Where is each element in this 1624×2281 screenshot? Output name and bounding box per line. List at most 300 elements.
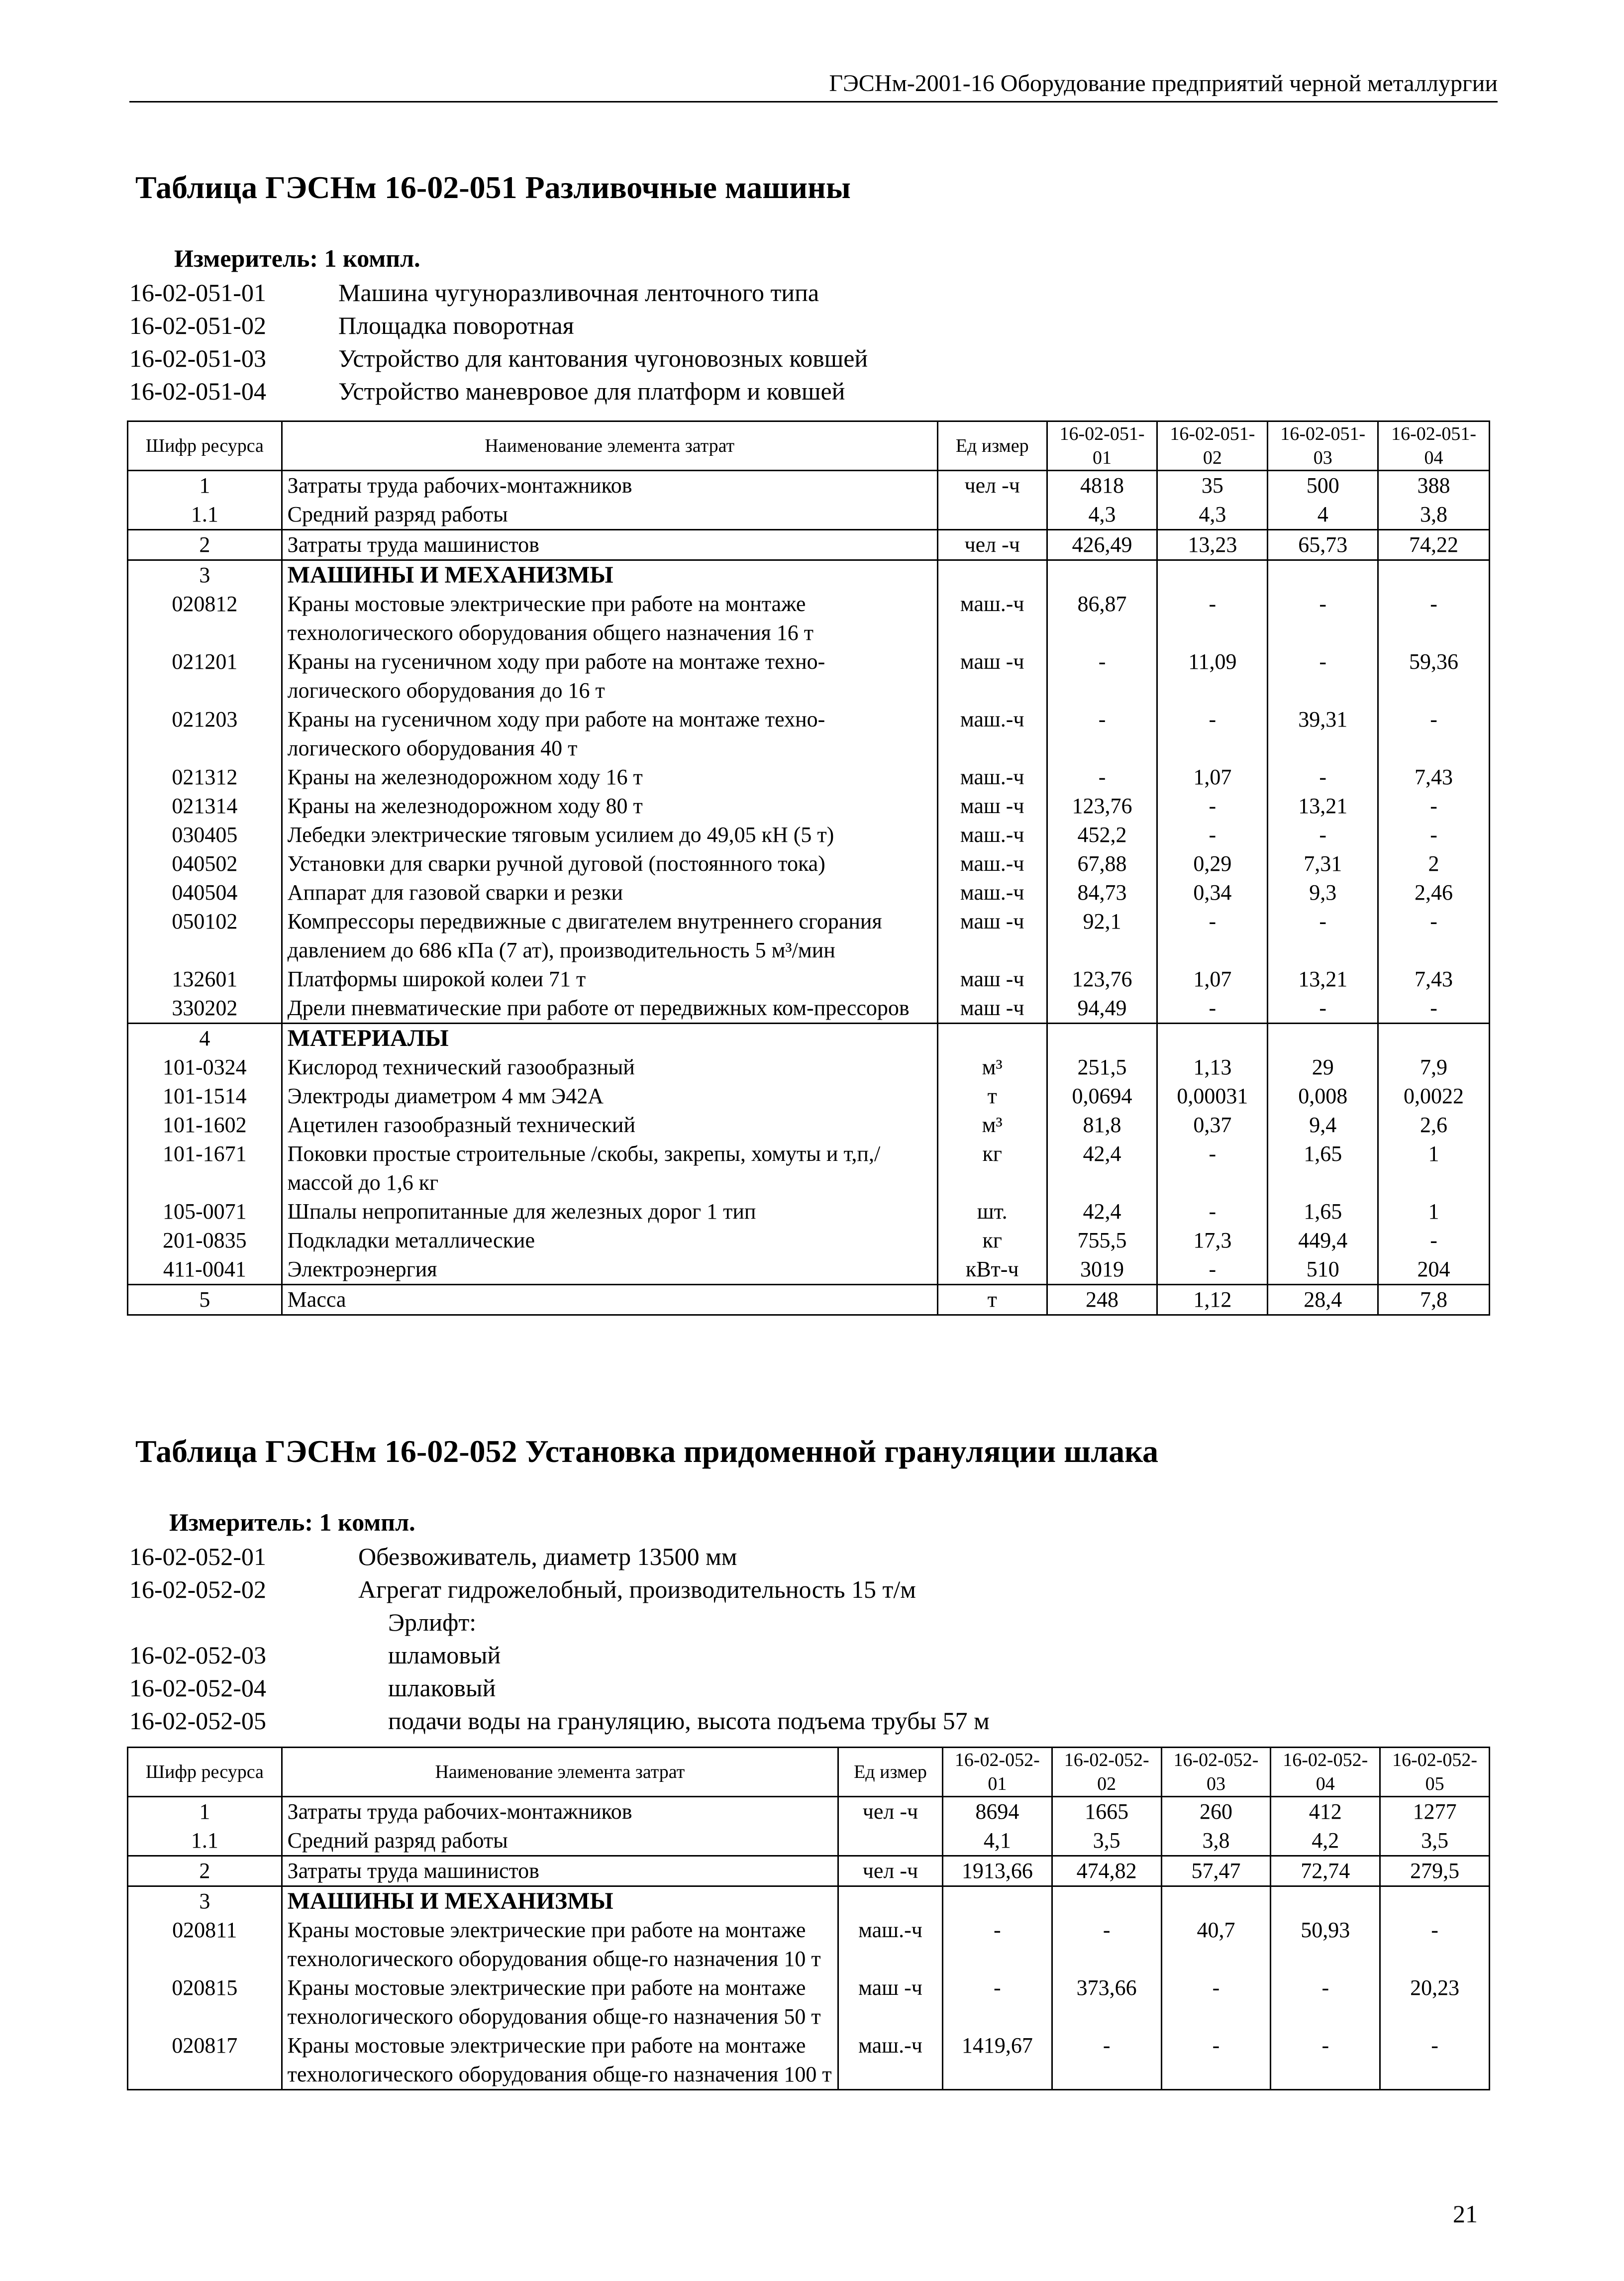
norm-value: 20,23 (1380, 1973, 1490, 2031)
meter-value: 1 компл. (319, 1508, 415, 1536)
norm-value: 50,93 (1271, 1916, 1380, 1973)
resource-code: 1.1 (128, 1826, 282, 1856)
unit: маш.-ч (937, 878, 1047, 907)
norm-value: 251,5 (1047, 1053, 1157, 1082)
table-row (128, 1973, 1490, 2031)
resource-code: 132601 (128, 965, 282, 994)
resource-code: 1 (128, 471, 282, 501)
unit: маш.-ч (937, 705, 1047, 763)
code-description: подачи воды на грануляцию, высота подъема трубы 57 м (388, 1707, 990, 1735)
resource-name: Шпалы непропитанные для железных дорог 1 тип (282, 1197, 937, 1226)
code: 16-02-051-01 (129, 279, 266, 307)
table-1-meter (174, 244, 420, 273)
norm-value: - (1268, 590, 1378, 647)
norm-value: 1665 (1052, 1797, 1161, 1827)
resource-name: Краны на железнодорожном ходу 80 т (282, 792, 937, 821)
norm-value: - (1157, 705, 1268, 763)
norm-value (1047, 560, 1157, 590)
column-header-unit: Ед измер (937, 421, 1047, 471)
column-header-code: Шифр ресурса (128, 421, 282, 471)
norm-value: - (1268, 647, 1378, 705)
resource-code: 2 (128, 1856, 282, 1886)
unit: маш -ч (937, 965, 1047, 994)
norm-value: 1419,67 (942, 2031, 1052, 2090)
norm-value: 7,31 (1268, 849, 1378, 878)
norm-value: 40,7 (1161, 1916, 1271, 1973)
resource-name: Кислород технический газообразный (282, 1053, 937, 1082)
norm-value: 2,6 (1378, 1111, 1490, 1140)
unit: шт. (937, 1197, 1047, 1226)
table-row (128, 1053, 1490, 1082)
table-2-title: Таблица ГЭСНм 16-02-052 Установка придоменной грануляции шлака (135, 1434, 1158, 1469)
norm-value: - (1268, 763, 1378, 792)
code: 16-02-052-05 (129, 1707, 266, 1735)
unit (937, 1024, 1047, 1053)
code-row (129, 342, 868, 375)
resource-code: 101-0324 (128, 1053, 282, 1082)
resource-code: 3 (128, 560, 282, 590)
norm-value: 42,4 (1047, 1197, 1157, 1226)
resource-name: Масса (282, 1285, 937, 1315)
norm-value (1271, 1886, 1380, 1916)
column-header-norm: 16-02-051-01 (1047, 421, 1157, 471)
column-header-norm: 16-02-052-02 (1052, 1748, 1161, 1797)
norm-value (942, 1886, 1052, 1916)
norm-value: 1,07 (1157, 965, 1268, 994)
norm-value: 1 (1378, 1197, 1490, 1226)
table-row (128, 792, 1490, 821)
resource-name: Лебедки электрические тяговым усилием до 49,05 кН (5 т) (282, 821, 937, 849)
norm-value: 9,4 (1268, 1111, 1378, 1140)
code: 16-02-051-02 (129, 311, 266, 339)
resource-code: 021312 (128, 763, 282, 792)
norm-value: 1,13 (1157, 1053, 1268, 1082)
norm-value: - (1157, 1140, 1268, 1197)
column-header-norm: 16-02-052-04 (1271, 1748, 1380, 1797)
norm-value: 279,5 (1380, 1856, 1490, 1886)
norm-value (1157, 1024, 1268, 1053)
table-1-codes (129, 276, 868, 408)
resource-code: 201-0835 (128, 1226, 282, 1255)
norm-value: 1,12 (1157, 1285, 1268, 1315)
norm-value: 92,1 (1047, 907, 1157, 965)
resource-name: Установки для сварки ручной дуговой (постоянного тока) (282, 849, 937, 878)
norm-value: 1 (1378, 1140, 1490, 1197)
resource-code: 021314 (128, 792, 282, 821)
column-header-code: Шифр ресурса (128, 1748, 282, 1797)
unit: кг (937, 1140, 1047, 1197)
table-1-title: Таблица ГЭСНм 16-02-051 Разливочные машины (135, 170, 851, 205)
norm-value (1268, 560, 1378, 590)
norm-value: 755,5 (1047, 1226, 1157, 1255)
resource-name: Ацетилен газообразный технический (282, 1111, 937, 1140)
table-row (128, 500, 1490, 530)
table-row (128, 1255, 1490, 1285)
norm-value: 3,8 (1161, 1826, 1271, 1856)
norm-value: 1,07 (1157, 763, 1268, 792)
norm-value: 510 (1268, 1255, 1378, 1285)
norm-value: 4818 (1047, 471, 1157, 501)
unit: кг (937, 1226, 1047, 1255)
section-title: МАШИНЫ И МЕХАНИЗМЫ (282, 1886, 838, 1916)
norm-value: - (1268, 821, 1378, 849)
norm-value: 412 (1271, 1797, 1380, 1827)
norm-value: 4 (1268, 500, 1378, 530)
resource-name: Краны на железнодорожном ходу 16 т (282, 763, 937, 792)
norm-value: 7,9 (1378, 1053, 1490, 1082)
code-row (129, 375, 868, 408)
norm-value: - (1268, 907, 1378, 965)
code: 16-02-051-04 (129, 377, 266, 405)
norm-value: - (1271, 1973, 1380, 2031)
norm-value: 1913,66 (942, 1856, 1052, 1886)
unit: маш -ч (937, 647, 1047, 705)
norm-value: 452,2 (1047, 821, 1157, 849)
norm-value: 39,31 (1268, 705, 1378, 763)
norm-value: - (1378, 821, 1490, 849)
norm-value: 72,74 (1271, 1856, 1380, 1886)
section-title: МАТЕРИАЛЫ (282, 1024, 937, 1053)
code-description: Площадка поворотная (338, 311, 574, 339)
norm-value: - (1268, 994, 1378, 1024)
table-row (128, 471, 1490, 501)
norm-value: - (1378, 792, 1490, 821)
norm-value: 94,49 (1047, 994, 1157, 1024)
resource-code: 020817 (128, 2031, 282, 2090)
table-row (128, 1226, 1490, 1255)
norm-value: - (1052, 2031, 1161, 2090)
resource-code: 330202 (128, 994, 282, 1024)
norm-value: 7,43 (1378, 965, 1490, 994)
table-row (128, 1886, 1490, 1916)
code-description: Устройство для кантования чугоновозных ковшей (338, 344, 868, 372)
unit (838, 1826, 943, 1856)
resource-name: Краны мостовые электрические при работе на монтаже технологического оборудования обще-го назначения 100 т (282, 2031, 838, 2090)
code-description: Эрлифт: (388, 1608, 477, 1636)
table-row (128, 1024, 1490, 1053)
norm-value: - (1271, 2031, 1380, 2090)
column-header-norm: 16-02-052-03 (1161, 1748, 1271, 1797)
table-row (128, 849, 1490, 878)
norm-value: 3,8 (1378, 500, 1490, 530)
norm-value: - (1161, 1973, 1271, 2031)
resource-code: 105-0071 (128, 1197, 282, 1226)
norm-value: 0,0694 (1047, 1082, 1157, 1111)
code (129, 1606, 358, 1639)
unit: маш -ч (937, 907, 1047, 965)
code-row (129, 276, 868, 309)
table-row (128, 1826, 1490, 1856)
unit: маш.-ч (937, 590, 1047, 647)
column-header-unit: Ед измер (838, 1748, 943, 1797)
meter-label: Измеритель: (174, 244, 318, 272)
norm-value: 1,65 (1268, 1140, 1378, 1197)
resource-name: Компрессоры передвижные с двигателем внутреннего сгорания давлением до 686 кПа (7 ат), производительность 5 м³/мин (282, 907, 937, 965)
table-row (128, 2031, 1490, 2090)
table-row (128, 590, 1490, 647)
code: 16-02-052-02 (129, 1575, 266, 1603)
resource-code: 4 (128, 1024, 282, 1053)
table-row (128, 907, 1490, 965)
resource-code: 030405 (128, 821, 282, 849)
unit: маш.-ч (838, 2031, 943, 2090)
norm-value: 2 (1378, 849, 1490, 878)
norm-value: 3,5 (1052, 1826, 1161, 1856)
resource-name: Затраты труда рабочих-монтажников (282, 471, 937, 501)
table-2-meter (169, 1508, 415, 1537)
column-header-name: Наименование элемента затрат (282, 421, 937, 471)
section-title: МАШИНЫ И МЕХАНИЗМЫ (282, 560, 937, 590)
norm-value: 7,8 (1378, 1285, 1490, 1315)
resource-code: 021201 (128, 647, 282, 705)
resource-code: 050102 (128, 907, 282, 965)
column-header-norm: 16-02-051-02 (1157, 421, 1268, 471)
resource-code: 020812 (128, 590, 282, 647)
resource-name: Краны на гусеничном ходу при работе на монтаже техно-логического оборудования 40 т (282, 705, 937, 763)
resource-code: 040502 (128, 849, 282, 878)
norm-value: 59,36 (1378, 647, 1490, 705)
norm-value: - (1378, 907, 1490, 965)
unit: чел -ч (937, 471, 1047, 501)
norm-value: - (1157, 907, 1268, 965)
norm-value: 9,3 (1268, 878, 1378, 907)
norm-value: 500 (1268, 471, 1378, 501)
page-number: 21 (1453, 2200, 1478, 2228)
resource-name: Платформы широкой колеи 71 т (282, 965, 937, 994)
resource-code: 1.1 (128, 500, 282, 530)
unit: маш.-ч (937, 821, 1047, 849)
code: 16-02-052-03 (129, 1641, 266, 1669)
norm-value: 57,47 (1161, 1856, 1271, 1886)
norm-value: 65,73 (1268, 530, 1378, 560)
resource-name: Дрели пневматические при работе от передвижных ком-прессоров (282, 994, 937, 1024)
column-header-norm: 16-02-052-05 (1380, 1748, 1490, 1797)
norm-value (1052, 1886, 1161, 1916)
norm-value: - (1047, 763, 1157, 792)
table-row (128, 1797, 1490, 1827)
code-row (129, 1639, 990, 1671)
norm-value: 0,37 (1157, 1111, 1268, 1140)
column-header-name: Наименование элемента затрат (282, 1748, 838, 1797)
norm-value: 74,22 (1378, 530, 1490, 560)
norm-value: - (1052, 1916, 1161, 1973)
resource-code: 2 (128, 530, 282, 560)
norm-value: 8694 (942, 1797, 1052, 1827)
column-header-norm: 16-02-051-03 (1268, 421, 1378, 471)
norm-value: 81,8 (1047, 1111, 1157, 1140)
resource-code: 020815 (128, 1973, 282, 2031)
norm-value: - (1157, 792, 1268, 821)
code-row (129, 1606, 990, 1639)
norm-value: 13,21 (1268, 965, 1378, 994)
norm-value: 28,4 (1268, 1285, 1378, 1315)
running-header: ГЭСНм-2001-16 Оборудование предприятий черной металлургии (129, 70, 1498, 103)
norm-value: 4,3 (1157, 500, 1268, 530)
norm-value: 449,4 (1268, 1226, 1378, 1255)
norm-value: 1277 (1380, 1797, 1490, 1827)
norm-value: - (1380, 1916, 1490, 1973)
resource-code: 5 (128, 1285, 282, 1315)
code: 16-02-052-01 (129, 1543, 266, 1570)
unit: чел -ч (937, 530, 1047, 560)
code-description: Машина чугуноразливочная ленточного типа (338, 279, 819, 307)
table-row (128, 1916, 1490, 1973)
norm-value: 86,87 (1047, 590, 1157, 647)
norm-value: 2,46 (1378, 878, 1490, 907)
norm-value: 248 (1047, 1285, 1157, 1315)
norm-value: 0,00031 (1157, 1082, 1268, 1111)
unit: маш.-ч (937, 763, 1047, 792)
unit: м³ (937, 1111, 1047, 1140)
unit: маш.-ч (937, 849, 1047, 878)
table-1 (127, 420, 1490, 1316)
resource-code: 101-1602 (128, 1111, 282, 1140)
table-row (128, 647, 1490, 705)
table-row (128, 1082, 1490, 1111)
unit: маш -ч (838, 1973, 943, 2031)
table-row (128, 1197, 1490, 1226)
norm-value (1378, 560, 1490, 590)
resource-code: 3 (128, 1886, 282, 1916)
unit: м³ (937, 1053, 1047, 1082)
code-row (129, 309, 868, 342)
norm-value (1157, 560, 1268, 590)
resource-name: Краны мостовые электрические при работе на монтаже технологического оборудования общего назначения 16 т (282, 590, 937, 647)
norm-value: 4,2 (1271, 1826, 1380, 1856)
norm-value: 123,76 (1047, 792, 1157, 821)
norm-value: 67,88 (1047, 849, 1157, 878)
unit: т (937, 1285, 1047, 1315)
norm-value: 13,21 (1268, 792, 1378, 821)
norm-value: 3,5 (1380, 1826, 1490, 1856)
resource-code: 101-1514 (128, 1082, 282, 1111)
norm-value: 3019 (1047, 1255, 1157, 1285)
resource-code: 040504 (128, 878, 282, 907)
norm-value (1161, 1886, 1271, 1916)
resource-name: Затраты труда машинистов (282, 1856, 838, 1886)
unit: чел -ч (838, 1856, 943, 1886)
norm-value: - (942, 1916, 1052, 1973)
table-row (128, 1285, 1490, 1315)
norm-value: 204 (1378, 1255, 1490, 1285)
code-description: шламовый (388, 1641, 501, 1669)
resource-name: Подкладки металлические (282, 1226, 937, 1255)
norm-value: - (1047, 647, 1157, 705)
code-description: Обезвоживатель, диаметр 13500 мм (358, 1543, 737, 1570)
resource-name: Краны мостовые электрические при работе на монтаже технологического оборудования обще-го назначения 10 т (282, 1916, 838, 1973)
resource-code: 020811 (128, 1916, 282, 1973)
norm-value: 474,82 (1052, 1856, 1161, 1886)
norm-value (1047, 1024, 1157, 1053)
norm-value (1378, 1024, 1490, 1053)
norm-value: 35 (1157, 471, 1268, 501)
table-row (128, 994, 1490, 1024)
norm-value: - (1378, 1226, 1490, 1255)
resource-code: 101-1671 (128, 1140, 282, 1197)
unit: маш.-ч (838, 1916, 943, 1973)
norm-value: 29 (1268, 1053, 1378, 1082)
table-row (128, 1856, 1490, 1886)
code: 16-02-052-04 (129, 1674, 266, 1702)
resource-name: Затраты труда рабочих-монтажников (282, 1797, 838, 1827)
resource-name: Краны на гусеничном ходу при работе на монтаже техно-логического оборудования до 16 т (282, 647, 937, 705)
norm-value: - (1378, 590, 1490, 647)
unit: чел -ч (838, 1797, 943, 1827)
norm-value: - (1378, 705, 1490, 763)
norm-value: - (1157, 590, 1268, 647)
unit: маш -ч (937, 994, 1047, 1024)
norm-value: 13,23 (1157, 530, 1268, 560)
table-row (128, 965, 1490, 994)
norm-value: 4,1 (942, 1826, 1052, 1856)
norm-value: - (1047, 705, 1157, 763)
resource-name: Средний разряд работы (282, 1826, 838, 1856)
table-row (128, 705, 1490, 763)
resource-name: Электроды диаметром 4 мм Э42А (282, 1082, 937, 1111)
resource-code: 411-0041 (128, 1255, 282, 1285)
unit: кВт-ч (937, 1255, 1047, 1285)
table-row (128, 878, 1490, 907)
code-row (129, 1540, 990, 1573)
resource-name: Электроэнергия (282, 1255, 937, 1285)
norm-value: 123,76 (1047, 965, 1157, 994)
table-2-codes (129, 1540, 990, 1737)
column-header-norm: 16-02-052-01 (942, 1748, 1052, 1797)
table-row (128, 530, 1490, 560)
unit (937, 560, 1047, 590)
meter-value: 1 компл. (324, 244, 420, 272)
unit: маш -ч (937, 792, 1047, 821)
table-row (128, 763, 1490, 792)
table-row (128, 821, 1490, 849)
meter-label: Измеритель: (169, 1508, 313, 1536)
norm-value: 7,43 (1378, 763, 1490, 792)
unit (838, 1886, 943, 1916)
table-row (128, 560, 1490, 590)
norm-value: - (1157, 994, 1268, 1024)
norm-value: - (1157, 821, 1268, 849)
table-row (128, 1111, 1490, 1140)
norm-value: 84,73 (1047, 878, 1157, 907)
code: 16-02-051-03 (129, 344, 266, 372)
unit (937, 500, 1047, 530)
norm-value: - (1378, 994, 1490, 1024)
norm-value: 388 (1378, 471, 1490, 501)
resource-name: Затраты труда машинистов (282, 530, 937, 560)
table-2 (127, 1747, 1490, 2090)
code-row (129, 1671, 990, 1704)
code-row (129, 1704, 990, 1737)
norm-value: 373,66 (1052, 1973, 1161, 2031)
norm-value: 42,4 (1047, 1140, 1157, 1197)
norm-value: - (942, 1973, 1052, 2031)
resource-name: Средний разряд работы (282, 500, 937, 530)
norm-value: - (1157, 1255, 1268, 1285)
norm-value: 0,008 (1268, 1082, 1378, 1111)
norm-value: 0,34 (1157, 878, 1268, 907)
norm-value: 0,0022 (1378, 1082, 1490, 1111)
norm-value: 17,3 (1157, 1226, 1268, 1255)
code-description: Устройство маневровое для платформ и ковшей (338, 377, 845, 405)
column-header-norm: 16-02-051-04 (1378, 421, 1490, 471)
norm-value: 0,29 (1157, 849, 1268, 878)
norm-value: - (1380, 2031, 1490, 2090)
code-description: Агрегат гидрожелобный, производительность 15 т/м (358, 1575, 916, 1603)
resource-code: 1 (128, 1797, 282, 1827)
norm-value (1268, 1024, 1378, 1053)
norm-value: 260 (1161, 1797, 1271, 1827)
norm-value: - (1157, 1197, 1268, 1226)
